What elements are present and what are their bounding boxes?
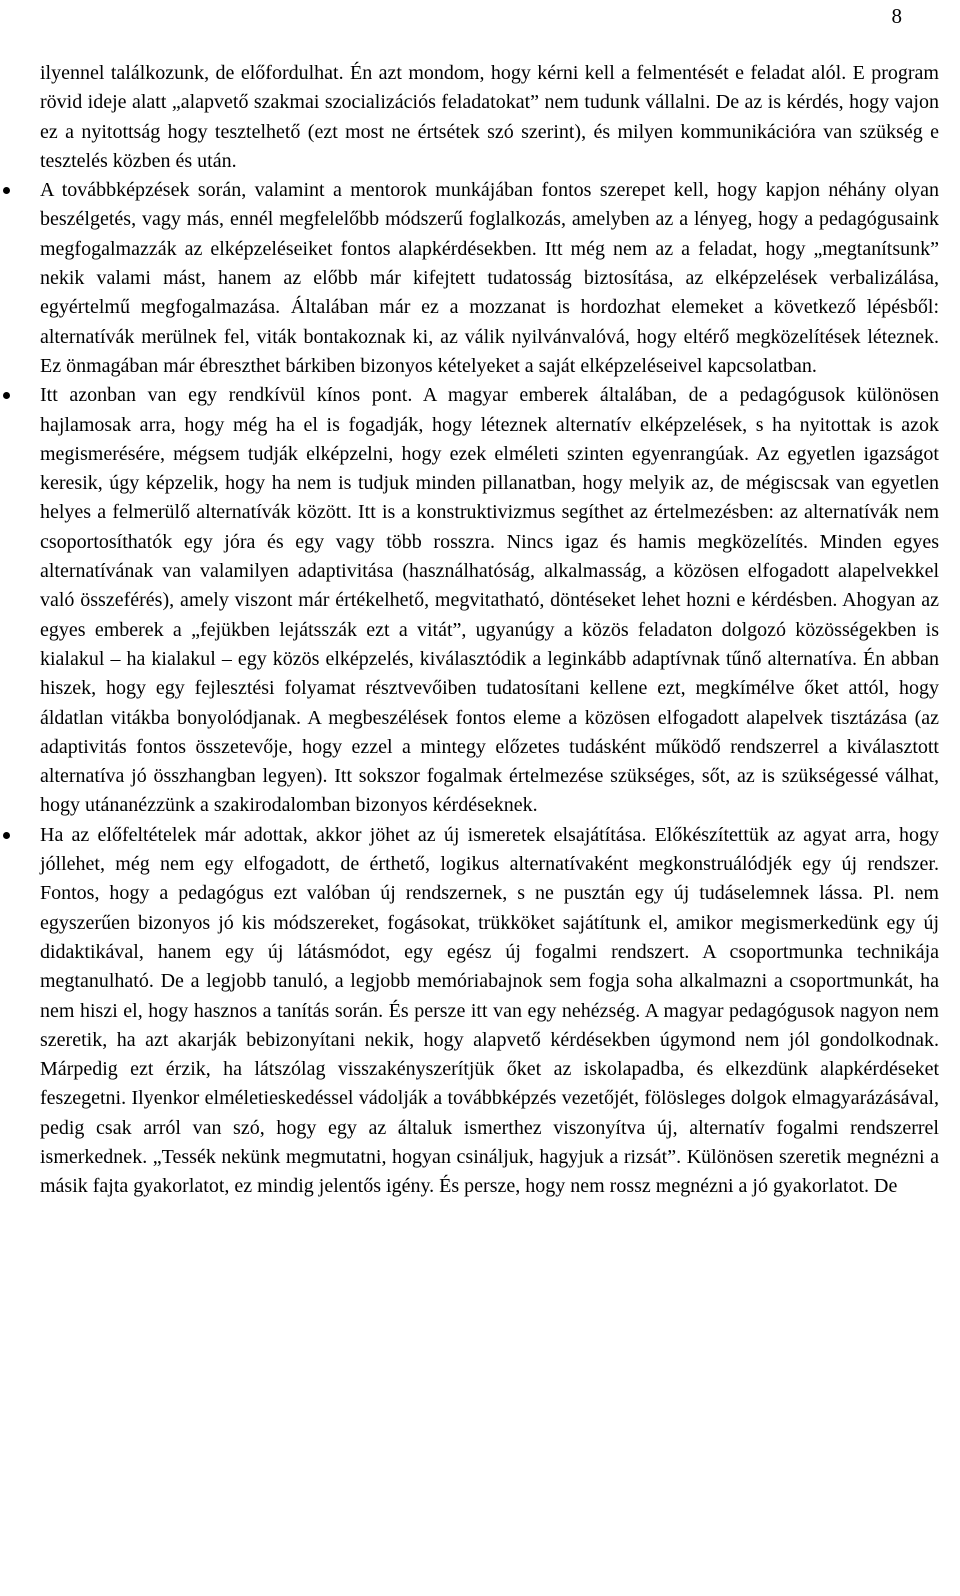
bullet-list (40, 176, 939, 1201)
document-body (40, 59, 939, 1202)
bullet-icon (3, 392, 10, 399)
bullet-paragraph: Ha az előfeltételek már adottak, akkor jöhet az új ismeretek elsajátítása. Előkészítettük az agyat arra, hogy jóllehet, még nem egy elfogadott, de érthető, logikus alternatívaként megkonstruálódjék egy új rendszer. Fontos, hogy a pedagógus ezt valóban új rendszernek, s ne pusztán egy új tudáselemnek lássa. Pl. nem egyszerűen bizonyos jó kis módszereket, fogásokat, trükköket sajátítunk el, amikor megismerkedünk egy új didaktikával, hanem egy új látásmódot, egy egész új fogalmi rendszert. A csoportmunka technikája megtanulható. De a legjobb tanuló, a legjobb memóriabajnok sem fogja soha alkalmazni a csoportmunkát, ha nem hiszi el, hogy hasznos a tanítás során. És persze itt van egy nehézség. A magyar pedagógusok nagyon nem szeretik, ha azt akarják bebizonyítani nekik, hogy alapvető kérdésekben úgymond nem jól gondolkodnak. Márpedig ezt érzik, ha látszólag visszakényszerítjük őket az iskolapadba, és elkezdünk alapkérdéseket feszegetni. Ilyenkor elméletieskedéssel vádolják a továbbképzés vezetőjét, fölösleges dolgok elmagyarázásával, pedig csak arról van szó, hogy egy az általuk ismerthez viszonyítva új, alternatív fogalmi rendszerrel ismerkednek. „Tessék nekünk megmutatni, hogyan csináljuk, hagyjuk a rizsát”. Különösen szeretik megnézni a másik fajta gyakorlatot, ez mindig jelentős igény. És persze, hogy nem rossz megnézni a jó gyakorlatot. De (40, 823, 939, 1198)
bullet-icon (3, 187, 10, 194)
bullet-paragraph: Itt azonban van egy rendkívül kínos pont. A magyar emberek általában, de a pedagógusok különösen hajlamosak arra, hogy még ha el is fogadják, hogy léteznek alternatív elképzelések, s ha nyitottak is azok megismerésére, mégsem tudják elképzelni, hogy ezek elméleti szinten egyenrangúak. Az egyetlen igazságot keresik, úgy képzelik, hogy ha nem is tudjuk minden pillanatban, hogy melyik az, de mégiscsak van egyetlen helyes a felmerülő alternatívák között. Itt is a konstruktivizmus segíthet az értelmezésben: az alternatívák nem csoportosíthatók egy jóra és egy vagy több rosszra. Nincs igaz és hamis megközelítés. Minden egyes alternatívának van valamilyen adaptivitása (használhatóság, alkalmasság, a közösen elfogadott alapelvekkel való összeférés), amely viszont már értékelhető, megvitatható, döntéseket lehet hozni e kérdésben. Ahogyan az egyes emberek a „fejükben lejátsszák ezt a vitát”, ugyanúgy a közös feladaton dolgozó közösségekben is kialakul – ha kialakul – egy közös elképzelés, kiválasztódik a leginkább adaptívnak tűnő alternatíva. Én abban hiszek, hogy egy fejlesztési folyamat résztvevőiben tudatosítani kellene ezt, megkímélve őket attól, hogy áldatlan vitákba bonyolódjanak. A megbeszélések fontos eleme a közösen elfogadott alapelvek tisztázása (az adaptivitás fontos összetevője, hogy ezzel a mintegy előzetes tudásként működő rendszerrel a kiválasztott alternatíva jó összhangban legyen). Itt sokszor fogalmak értelmezése szükséges, sőt, az is szükségessé válhat, hogy utánanézzünk a szakirodalomban bizonyos kérdéseknek. (40, 384, 939, 817)
intro-paragraph: ilyennel találkozunk, de előfordulhat. Én azt mondom, hogy kérni kell a felmentését e feladat alól. E program rövid ideje alatt „alapvető szakmai szocializációs feladatokat” nem tudunk vállalni. De az is kérdés, hogy vajon ez a nyitottság hogy tesztelhető (ezt most ne értsétek szó szerint), és milyen kommunikációra van szükség e tesztelés közben és után. (40, 62, 939, 172)
bullet-paragraph: A továbbképzések során, valamint a mentorok munkájában fontos szerepet kell, hogy kapjon néhány olyan beszélgetés, vagy más, ennél megfelelőbb módszerű foglalkozás, amelyben az a lényeg, hogy a pedagógusaink megfogalmazzák az elképzeléseiket fontos alapkérdésekben. Itt még nem az a feladat, hogy „megtanítsunk” nekik valami mást, hanem az előbb már kifejtett tudatosság biztosítása, az elképzelések verbalizálása, egyértelmű megfogalmazása. Általában már ez a mozzanat is hordozhat elemeket a következő lépésből: alternatívák merülnek fel, viták bontakoznak ki, az válik nyilvánvalóvá, hogy eltérő megközelítések léteznek. Ez önmagában már ébreszthet bárkiben bizonyos kételyeket a saját elképzeléseivel kapcsolatban. (40, 179, 939, 377)
bullet-icon (3, 832, 10, 839)
page-number: 8 (891, 4, 902, 28)
list-item (40, 381, 939, 820)
list-item (40, 176, 939, 381)
list-item (40, 821, 939, 1202)
